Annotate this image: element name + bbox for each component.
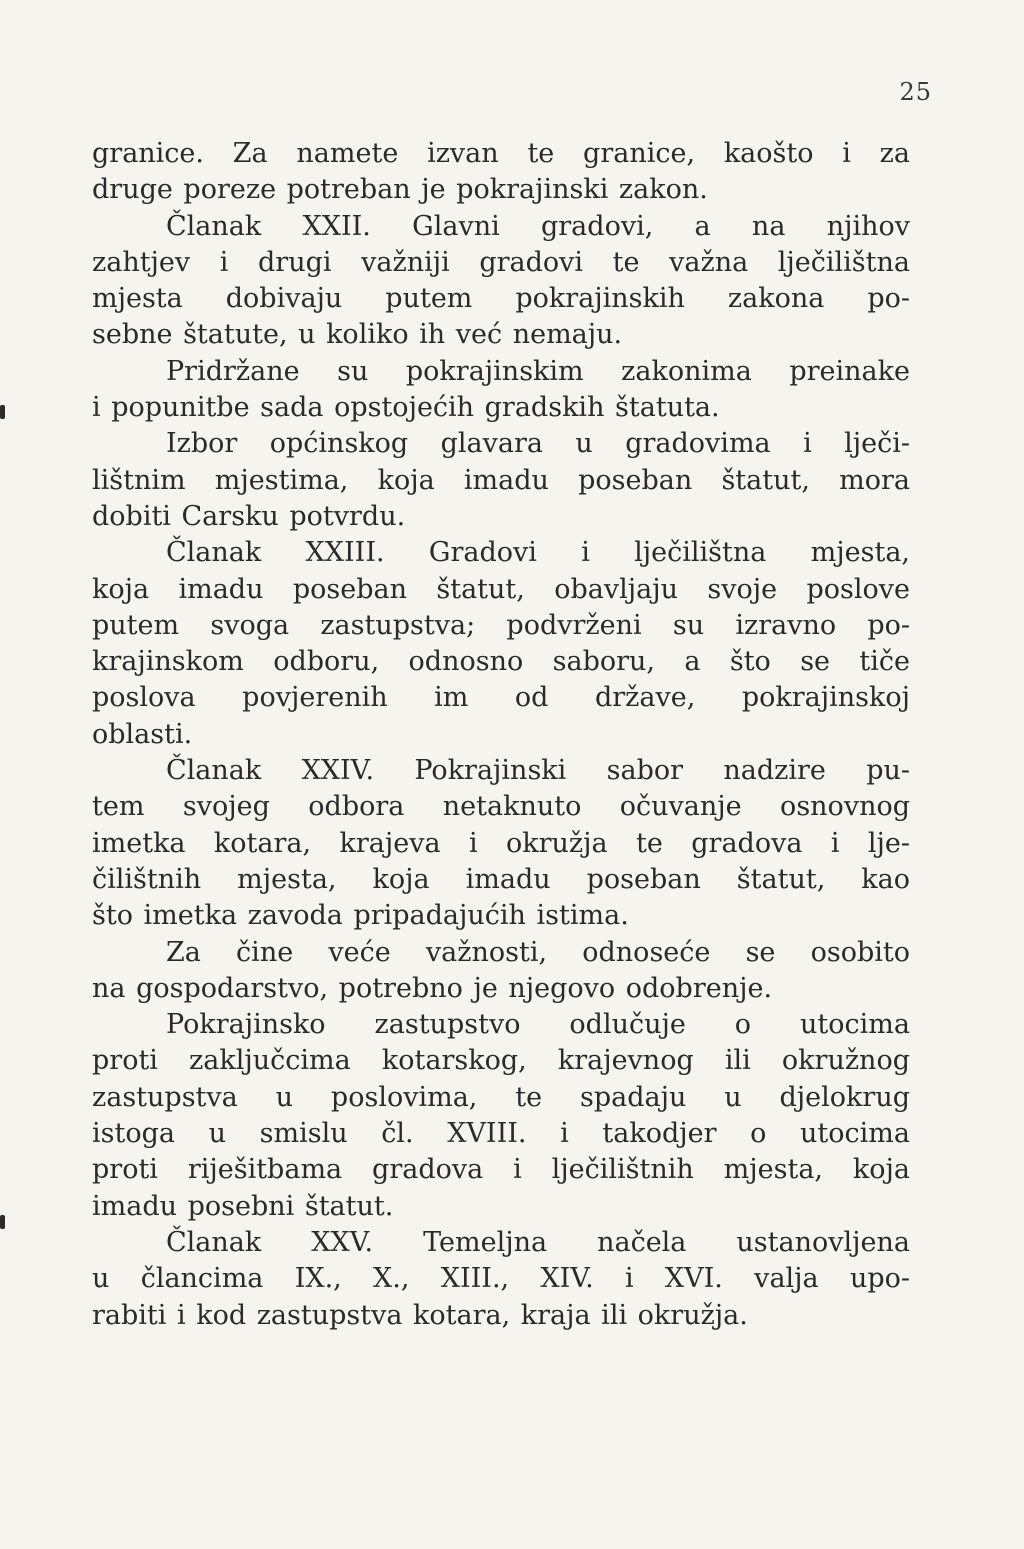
page-edge-mark [0,1215,5,1229]
paragraph [92,1007,910,1225]
text-line: istoga u smislu čl. XVIII. i takodjer o utocima [92,1118,910,1150]
paragraph [92,935,910,1008]
paragraph [92,354,910,427]
text-line: Pridržane su pokrajinskim zakonima preinake [166,355,910,387]
text-line: tem svojeg odbora netaknuto očuvanje osnovnog [92,791,910,823]
text-line: lištnim mjestima, koja imadu poseban štatut, mora [92,464,910,496]
text-line: imadu posebni štatut. [92,1190,394,1222]
text-line: sebne štatute, u koliko ih već nemaju. [92,319,623,351]
page-edge-mark [0,405,5,419]
paragraph [92,753,910,934]
text-line: rabiti i kod zastupstva kotara, kraja ili okružja. [92,1299,748,1331]
page-number: 25 [899,78,932,106]
text-line: koja imadu poseban štatut, obavljaju svoje poslove [92,573,910,605]
article-text [92,136,910,1334]
text-line: zastupstva u poslovima, te spadaju u djelokrug [92,1081,910,1113]
text-line: Članak XXIV. Pokrajinski sabor nadzire pu- [166,755,910,787]
text-line: proti riješitbama gradova i lječilištnih mjesta, koja [92,1154,910,1186]
text-line: mjesta dobivaju putem pokrajinskih zakona po- [92,283,910,315]
text-line: proti zaključcima kotarskog, krajevnog ili okružnog [92,1045,910,1077]
text-line: u člancima IX., X., XIII., XIV. i XVI. valja upo- [92,1263,910,1295]
text-line: Za čine veće važnosti, odnoseće se osobito [166,936,910,968]
text-line: Izbor općinskog glavara u gradovima i lječi- [166,428,910,460]
text-line: Pokrajinsko zastupstvo odlučuje o utocima [166,1009,910,1041]
text-line: dobiti Carsku potvrdu. [92,500,406,532]
paragraph [92,136,910,209]
text-line: i popunitbe sada opstojećih gradskih štatuta. [92,392,720,424]
text-line: zahtjev i drugi važniji gradovi te važna lječilištna [92,246,910,278]
text-line: imetka kotara, krajeva i okružja te gradova i lje- [92,827,910,859]
text-line: Članak XXIII. Gradovi i lječilištna mjesta, [166,537,910,569]
paragraph [92,535,910,753]
text-line: krajinskom odboru, odnosno saboru, a što se tiče [92,646,910,678]
text-line: Članak XXII. Glavni gradovi, a na njihov [166,210,910,242]
text-line: Članak XXV. Temeljna načela ustanovljena [166,1226,910,1258]
text-line: što imetka zavoda pripadajućih istima. [92,900,629,932]
text-line: poslova povjerenih im od države, pokrajinskoj [92,682,910,714]
text-line: oblasti. [92,718,193,750]
text-line: putem svoga zastupstva; podvrženi su izravno po- [92,609,910,641]
paragraph [92,209,910,354]
text-line: na gospodarstvo, potrebno je njegovo odobrenje. [92,972,773,1004]
text-line: druge poreze potreban je pokrajinski zakon. [92,174,708,206]
text-line: čilištnih mjesta, koja imadu poseban štatut, kao [92,863,910,895]
text-line: granice. Za namete izvan te granice, kaošto i za [92,138,910,169]
paragraph [92,1225,910,1334]
paragraph [92,426,910,535]
